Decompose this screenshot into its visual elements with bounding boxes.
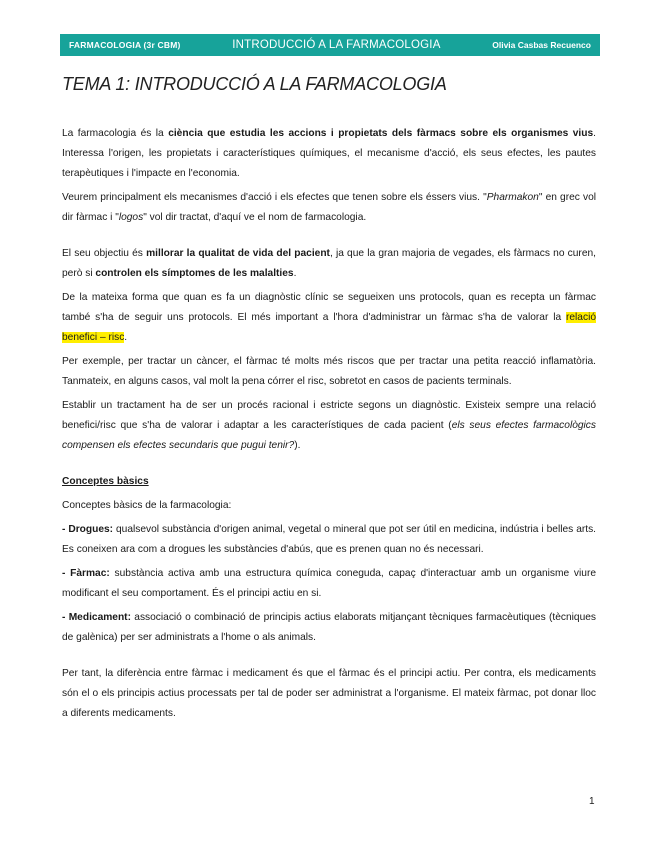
paragraph-protocols — [62, 288, 596, 348]
header-author: Olivia Casbas Recuenco — [492, 40, 591, 50]
p3-text-a: El seu objectiu és — [62, 248, 147, 259]
page-number: 1 — [589, 796, 595, 807]
page-header — [60, 34, 600, 56]
paragraph-example: Per exemple, per tractar un càncer, el fàrmac té molts més riscos que per tractar una petita reacció inflamatòria. Tanmateix, en alguns casos, val molt la pena córrer el risc, sobretot en casos de pacients terminals. — [62, 356, 596, 387]
p3-bold-d: controlen els símptomes de les malalties — [95, 268, 294, 279]
p4-text-a: De la mateixa forma que quan es fa un diagnòstic clínic se segueixen uns protocols, quan es recepta un fàrmac també s'ha de seguir uns protocols. El més important a l'hora d'administrar un fàrmac s'ha de valorar la — [62, 292, 596, 323]
p6-text-a: Establir un tractament ha de ser un procés racional i estricte segons un diagnòstic. Existeix sempre una relació benefici/risc que s'ha de valorar i adaptar a les característiques de cada pacient ( — [62, 400, 596, 431]
header-topic: INTRODUCCIÓ A LA FARMACOLOGIA — [232, 39, 441, 51]
p6-italic: els seus efectes farmacològics compensen els efectes secundaris que pugui tenir? — [62, 420, 596, 451]
p2-italic-logos: logos — [118, 212, 144, 223]
p3-text-c: , ja que la gran majoria de vegades, els fàrmacs no curen, però si — [62, 248, 596, 279]
p2-text-a: Veurem principalment els mecanismes d'acció i els efectes que tenen sobre els éssers vius. " — [62, 192, 487, 203]
highlight-benefit-risk: relació benefici – risc — [62, 312, 596, 343]
definition-term: - Fàrmac: — [62, 568, 110, 579]
p1-text-c: . Interessa l'origen, les propietats i característiques químiques, el mecanisme d'acció, els seus efectes, les pautes terapèutiques i l'impacte en l'economia. — [62, 128, 596, 179]
definition-item — [62, 564, 596, 604]
definition-text: associació o combinació de principis actius elaborats mitjançant tècniques farmacèutiques (tècniques de galènica) per ser administrats a l'home o als animals. — [62, 612, 596, 643]
document-body — [62, 124, 596, 728]
header-course: FARMACOLOGIA (3r CBM) — [69, 40, 181, 50]
section-intro: Conceptes bàsics de la farmacologia: — [62, 500, 232, 511]
definition-text: qualsevol substància d'origen animal, vegetal o mineral que pot ser útil en medicina, indústria i belles arts. Es coneixen ara com a drogues les substàncies d'abús, que es prenen quan no és necessari. — [62, 524, 597, 555]
definition-term: - Drogues: — [62, 524, 114, 535]
page-title: TEMA 1: INTRODUCCIÓ A LA FARMACOLOGIA — [62, 74, 447, 94]
definition-item — [62, 608, 596, 648]
section-heading — [62, 472, 596, 492]
p2-italic-pharmakon: Pharmakon — [486, 192, 539, 203]
definition-text: substància activa amb una estructura química coneguda, capaç d'interactuar amb un organisme viure modificant el seu comportament. És el principi actiu en si. — [62, 568, 596, 599]
p3-text-e: . — [293, 268, 297, 279]
paragraph-objective — [62, 244, 596, 284]
p4-text-c: . — [124, 332, 128, 343]
p1-bold: ciència que estudia les accions i propietats dels fàrmacs sobre els organismes vius — [168, 128, 594, 139]
section-heading-text: Conceptes bàsics — [62, 476, 149, 487]
paragraph-etymology — [62, 188, 596, 228]
p6-text-c: ). — [294, 440, 301, 451]
paragraph-definition — [62, 124, 596, 184]
p2-text-e: " vol dir tractat, d'aquí ve el nom de farmacologia. — [143, 212, 367, 223]
definition-term: - Medicament: — [62, 612, 131, 623]
p3-bold-b: millorar la qualitat de vida del pacient — [146, 248, 330, 259]
p1-text-a: La farmacologia és la — [62, 128, 169, 139]
definition-item — [62, 520, 596, 560]
paragraph-treatment — [62, 396, 596, 456]
paragraph-conclusion: Per tant, la diferència entre fàrmac i medicament és que el fàrmac és el principi actiu. Per contra, els medicaments són el o els principis actius processats per tal de poder ser administrat a l'organisme. El mateix fàrmac, pot donar lloc a diferents medicaments. — [62, 668, 596, 719]
p2-text-c: " en grec vol dir fàrmac i " — [62, 192, 597, 223]
